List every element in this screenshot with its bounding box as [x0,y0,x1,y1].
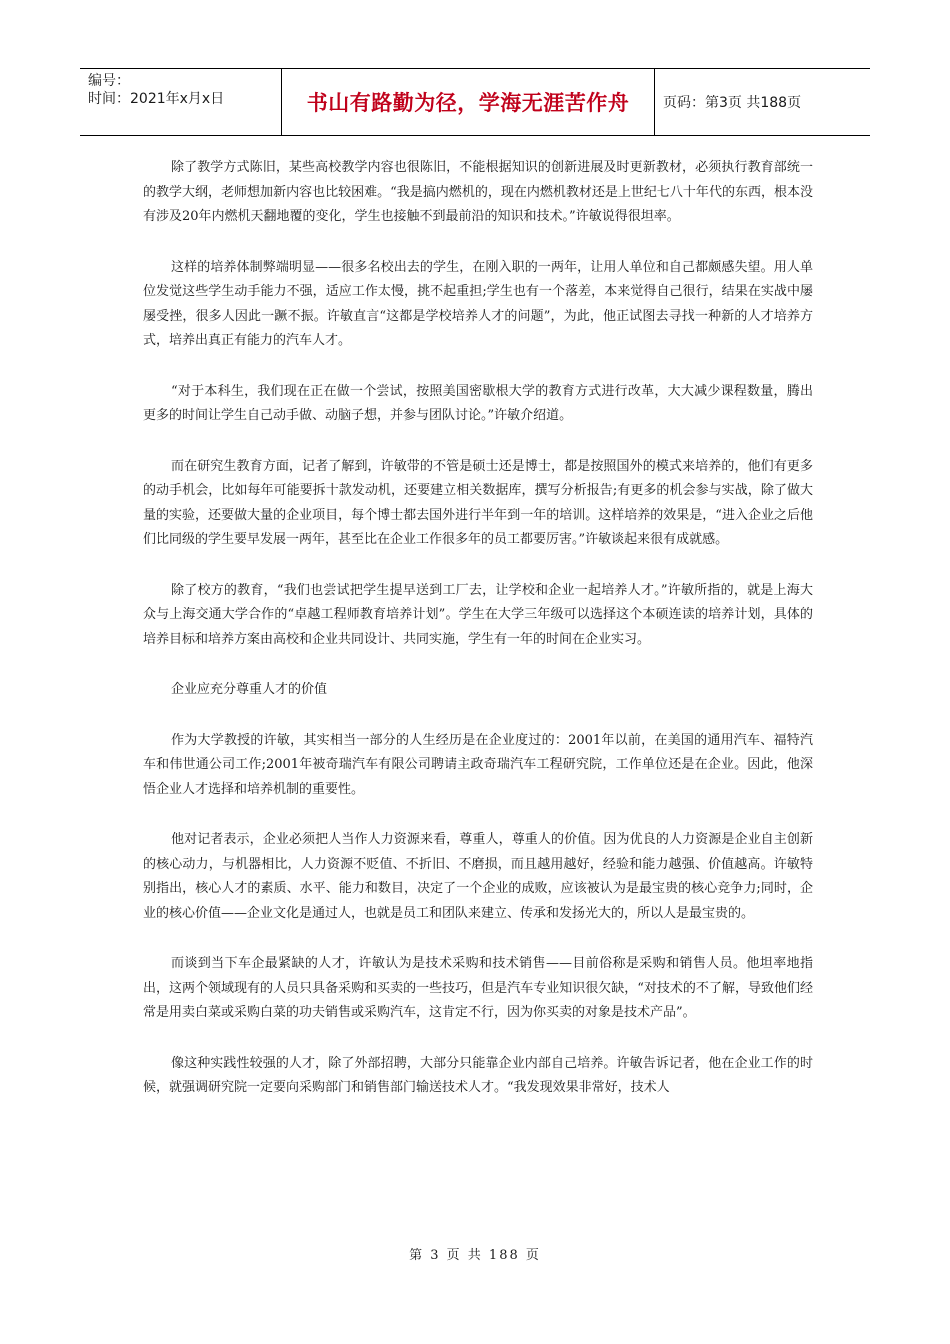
paragraph: 这样的培养体制弊端明显——很多名校出去的学生，在刚入职的一两年，让用人单位和自己都颇感失望。用人单位发觉这些学生动手能力不强，适应工作太慢，挑不起重担;学生也有一个落差，本来觉得自己很行，结果在实战中屡屡受挫，很多人因此一蹶不振。许敏直言“这都是学校培养人才的问题”，为此，他正试图去寻找一种新的人才培养方式，培养出真正有能力的汽车人才。 [143,259,813,348]
paragraph: 而在研究生教育方面，记者了解到，许敏带的不管是硕士还是博士，都是按照国外的模式来培养的，他们有更多的动手机会，比如每年可能要拆十款发动机，还要建立相关数据库，撰写分析报告;有更多的机会参与实战，除了做大量的实验，还要做大量的企业项目，每个博士都去国外进行半年到一年的培训。这样培养的效果是，“进入企业之后他们比同级的学生要早发展一两年，甚至比在企业工作很多年的员工都要厉害。”许敏谈起来很有成就感。 [143,458,813,547]
paragraph: “对于本科生，我们现在正在做一个尝试，按照美国密歇根大学的教育方式进行改革，大大减少课程数量，腾出更多的时间让学生自己动手做、动脑子想，并参与团队讨论。”许敏介绍道。 [143,383,813,423]
page-footer: 第 3 页 共 188 页 [409,1248,541,1263]
document-time-label: 时间：2021年x月x日 [88,91,225,107]
header-page-info: 页码：第3页 共188页 [663,95,802,111]
paragraph: 作为大学教授的许敏，其实相当一部分的人生经历是在企业度过的：2001年以前，在美国的通用汽车、福特汽车和伟世通公司工作;2001年被奇瑞汽车有限公司聘请主政奇瑞汽车工程研究院，工作单位还是在企业。因此，他深悟企业人才选择和培养机制的重要性。 [143,732,813,797]
header-motto: 书山有路勤为径，学海无涯苦作舟 [282,69,655,135]
paragraph: 除了校方的教育，“我们也尝试把学生提早送到工厂去，让学校和企业一起培养人才。”许敏所指的，就是上海大众与上海交通大学合作的“卓越工程师教育培养计划”。学生在大学三年级可以选择这个本硕连读的培养计划，具体的培养目标和培养方案由高校和企业共同设计、共同实施，学生有一年的时间在企业实习。 [143,582,813,647]
section-heading: 企业应充分尊重人才的价值 [171,682,328,697]
document-number-label: 编号： [88,73,130,89]
paragraph: 而谈到当下车企最紧缺的人才，许敏认为是技术采购和技术销售——目前俗称是采购和销售人员。他坦率地指出，这两个领域现有的人员只具备采购和买卖的一些技巧，但是汽车专业知识很欠缺，“对技术的不了解，导致他们经常是用卖白菜或采购白菜的功夫销售或采购汽车，这肯定不行，因为你买卖的对象是技术产品”。 [143,956,813,1020]
header-table [80,68,870,136]
paragraph: 除了教学方式陈旧，某些高校教学内容也很陈旧，不能根据知识的创新进展及时更新教材，必须执行教育部统一的教学大纲，老师想加新内容也比较困难。“我是搞内燃机的，现在内燃机教材还是上世纪七八十年代的东西，根本没有涉及20年内燃机天翻地覆的变化，学生也接触不到最前沿的知识和技术。”许敏说得很坦率。 [143,160,813,224]
paragraph: 像这种实践性较强的人才，除了外部招聘，大部分只能靠企业内部自己培养。许敏告诉记者，他在企业工作的时候，就强调研究院一定要向采购部门和销售部门输送技术人才。“我发现效果非常好，技术人 [143,1055,813,1095]
article-body [143,156,813,1127]
header-meta [80,69,282,135]
paragraph: 他对记者表示，企业必须把人当作人力资源来看，尊重人，尊重人的价值。因为优良的人力资源是企业自主创新的核心动力，与机器相比，人力资源不贬值、不折旧、不磨损，而且越用越好，经验和能力越强、价值越高。许敏特别指出，核心人才的素质、水平、能力和数目，决定了一个企业的成败，应该被认为是最宝贵的核心竞争力;同时，企业的核心价值——企业文化是通过人，也就是员工和团队来建立、传承和发扬光大的，所以人是最宝贵的。 [143,832,813,921]
